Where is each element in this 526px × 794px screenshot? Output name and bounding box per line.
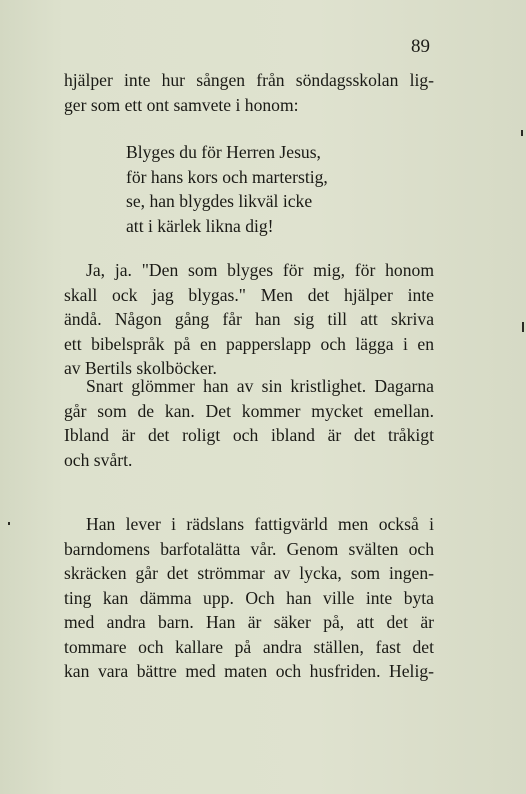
text-line: ger som ett ont samvete i honom: [64, 94, 299, 115]
text-line: barndomens barfotalätta vår. Genom svälten och [64, 538, 434, 559]
text-line: ändå. Någon gång får han sig till att skriva [64, 309, 434, 329]
text-line: går som de kan. Det kommer mycket emellan. [64, 400, 434, 421]
verse-line: se, han blygdes likväl icke [126, 191, 313, 211]
scan-mark [8, 522, 10, 525]
paragraph-3 [64, 374, 434, 472]
verse-line: Blyges du för Herren Jesus, [126, 142, 321, 162]
verse-line: att i kärlek likna dig! [126, 215, 274, 236]
text-line: kan vara bättre med maten och husfriden. Helig- [64, 661, 434, 681]
text-line: tommare och kallare på andra ställen, fast det [64, 636, 434, 657]
text-line: med andra barn. Han är säker på, att det är [64, 612, 434, 632]
text-line: Snart glömmer han av sin kristlighet. Dagarna [86, 376, 434, 396]
text-line: ting kan dämma upp. Och han ville inte byta [64, 587, 434, 608]
scan-mark [522, 322, 524, 332]
scan-mark [521, 130, 523, 136]
text-line: hjälper inte hur sången från söndagsskolan lig- [64, 70, 434, 90]
paragraph-1 [64, 68, 434, 117]
page-number: 89 [411, 36, 430, 57]
paragraph-4 [64, 512, 434, 684]
text-line: av Bertils skolböcker. [64, 358, 217, 378]
verse-line: för hans kors och marterstig, [126, 166, 328, 187]
text-line: skräcken går det strömmar av lycka, som ingen- [64, 563, 434, 583]
text-line: Ibland är det roligt och ibland är det tråkigt [64, 425, 434, 445]
text-line: skall ock jag blygas." Men det hjälper inte [64, 284, 434, 305]
text-line: ett bibelspråk på en papperslapp och lägga i en [64, 333, 434, 354]
hymn-verse [126, 140, 386, 238]
text-line: Ja, ja. "Den som blyges för mig, för honom [86, 260, 434, 280]
paragraph-2 [64, 258, 434, 381]
text-line: och svårt. [64, 449, 133, 470]
text-line: Han lever i rädslans fattigvärld men också i [86, 514, 434, 534]
